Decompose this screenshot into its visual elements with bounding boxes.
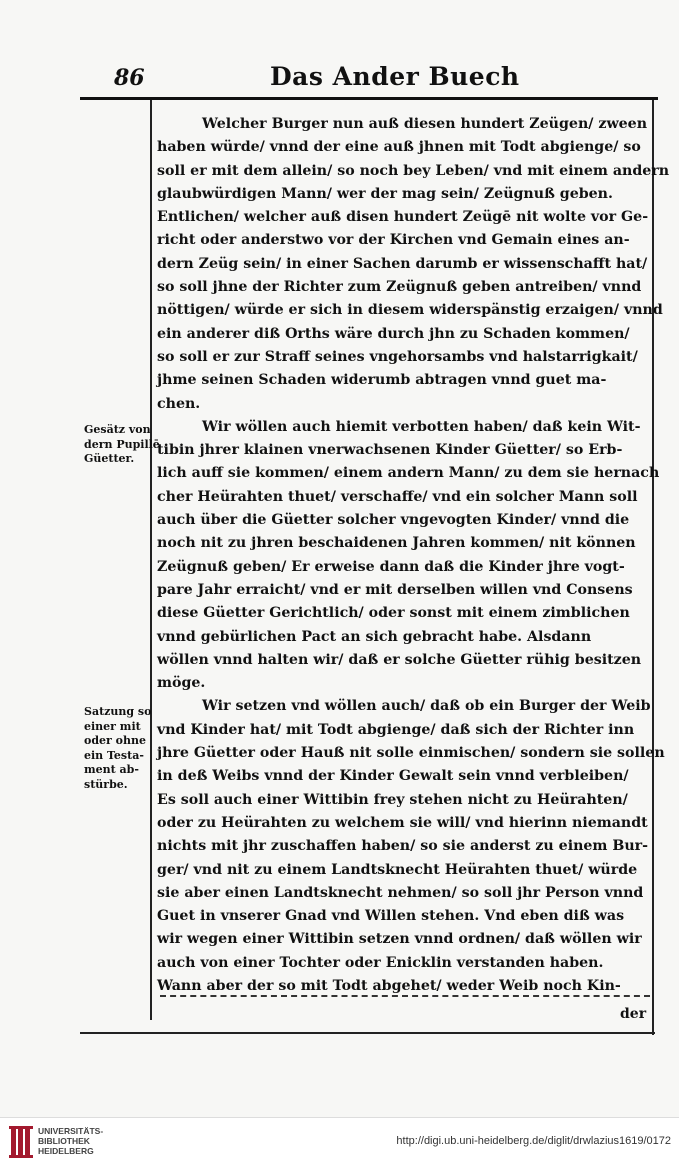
right-border-rule [652, 100, 654, 1035]
margin-note-line: einer mit [84, 719, 141, 733]
bottom-border-rule [80, 1032, 655, 1034]
text-line: haben würde/ vnnd der eine auß jhnen mit Todt abgienge/ so [157, 139, 641, 156]
text-line: auch über die Güetter solcher vngevogten Kinder/ vnnd die [157, 512, 630, 529]
text-line: pare Jahr erraicht/ vnd er mit derselben willen vnd Consens [157, 581, 633, 598]
text-line: ein anderer diß Orths wäre durch jhn zu Schaden kommen/ [157, 325, 630, 342]
university-library-logo-icon[interactable] [8, 1125, 34, 1159]
text-line: möge. [157, 675, 206, 692]
text-line: tibin jhrer klainen vnerwachsenen Kinder Güetter/ so Erb- [157, 442, 623, 459]
catchword: der [620, 1006, 647, 1022]
text-line: lich auff sie kommen/ einem andern Mann/ zu dem sie hernach [157, 465, 660, 482]
dashed-rule [160, 995, 650, 997]
text-line: so soll er zur Straff seines vngehorsambs vnd halstarrigkait/ [157, 348, 638, 365]
text-line: Wann aber der so mit Todt abgehet/ weder Weib noch Kin- [157, 977, 621, 994]
margin-note-line: ein Testa- [84, 748, 144, 762]
text-line: so soll jhne der Richter zum Zeügnuß geben antreiben/ vnnd [157, 279, 642, 296]
text-line: richt oder anderstwo vor der Kirchen vnd Gemain eines an- [157, 232, 630, 249]
text-line: dern Zeüg sein/ in einer Sachen darumb er wissenschafft hat/ [157, 255, 648, 272]
margin-note-line: oder ohne [84, 734, 146, 747]
text-line: Zeügnuß geben/ Er erweise dann daß die Kinder jhre vogt- [157, 558, 625, 575]
margin-column-rule [150, 100, 152, 1020]
running-head: Das Ander Buech [270, 62, 520, 91]
text-line: Entlichen/ welcher auß disen hundert Zeügē nit wolte vor Ge- [157, 209, 649, 226]
text-line: wöllen vnnd halten wir/ daß er solche Güetter rühig besitzen [157, 651, 642, 668]
text-line: jhme seinen Schaden widerumb abtragen vnnd guet ma- [157, 372, 607, 389]
text-line: Es soll auch einer Wittibin frey stehen nicht zu Heürahten/ [157, 791, 628, 808]
text-line: wir wegen einer Wittibin setzen vnnd ordnen/ daß wöllen wir [157, 931, 642, 948]
margin-note-line: dern Pupillē [84, 437, 160, 451]
library-name-line: BIBLIOTHEK [38, 1136, 90, 1146]
text-line: soll er mit dem allein/ so noch bey Leben/ vnd mit einem andern [157, 162, 670, 179]
margin-note-pupillen [84, 423, 160, 467]
permalink-url[interactable]: http://digi.ub.uni-heidelberg.de/diglit/drwlazius1619/0172 [396, 1135, 671, 1147]
text-line: nichts mit jhr zuschaffen haben/ so sie anderst zu einem Bur- [157, 838, 649, 855]
margin-note-line: Gesätz von [84, 423, 151, 436]
text-line: vnd Kinder hat/ mit Todt abgienge/ daß sich der Richter inn [157, 721, 635, 738]
margin-note-line: stürbe. [84, 777, 128, 791]
text-line: diese Güetter Gerichtlich/ oder sonst mit einem zimblichen [157, 605, 630, 622]
library-name [38, 1126, 103, 1156]
text-line: oder zu Heürahten zu welchem sie will/ vnd hierinn niemandt [157, 814, 648, 831]
text-line: nöttigen/ würde er sich in diesem widerspänstig erzaigen/ vnnd [157, 302, 663, 319]
library-name-line: UNIVERSITÄTS- [38, 1126, 104, 1136]
text-line: in deß Weibs vnnd der Kinder Gewalt sein vnnd verbleiben/ [157, 768, 629, 785]
text-line: vnnd gebürlichen Pact an sich gebracht habe. Alsdann [157, 628, 592, 645]
text-line: cher Heürahten thuet/ verschaffe/ vnd ein solcher Mann soll [157, 488, 638, 505]
text-line: glaubwürdigen Mann/ wer der mag sein/ Zeügnuß geben. [157, 185, 613, 202]
margin-note-line: ment ab- [84, 763, 139, 776]
margin-note-line: Satzung so [84, 705, 152, 718]
text-line: chen. [157, 395, 201, 412]
margin-note-line: Güetter. [84, 452, 135, 465]
text-line: Welcher Burger nun auß diesen hundert Zeügen/ zween [202, 116, 648, 132]
text-line: Wir wöllen auch hiemit verbotten haben/ daß kein Wit- [202, 418, 641, 435]
header-rule [80, 97, 658, 100]
text-line: ger/ vnd nit zu einem Landtsknecht Heürahten thuet/ würde [157, 861, 638, 878]
body-text [157, 113, 670, 998]
text-line: noch nit zu jhren beschaidenen Jahren kommen/ nit können [157, 535, 636, 552]
page-number: 86 [114, 65, 145, 91]
text-line: sie aber einen Landtsknecht nehmen/ so soll jhr Person vnnd [157, 884, 644, 901]
text-line: Guet in vnserer Gnad vnd Willen stehen. Vnd eben diß was [157, 908, 625, 925]
margin-note-testament [84, 705, 150, 792]
text-line: Wir setzen vnd wöllen auch/ daß ob ein Burger der Weib [202, 698, 651, 715]
text-line: auch von einer Tochter oder Enicklin verstanden haben. [157, 954, 604, 971]
library-name-line: HEIDELBERG [38, 1146, 94, 1156]
viewer-footer [0, 1117, 679, 1166]
text-line: jhre Güetter oder Hauß nit solle einmischen/ sondern sie sollen [157, 745, 665, 762]
